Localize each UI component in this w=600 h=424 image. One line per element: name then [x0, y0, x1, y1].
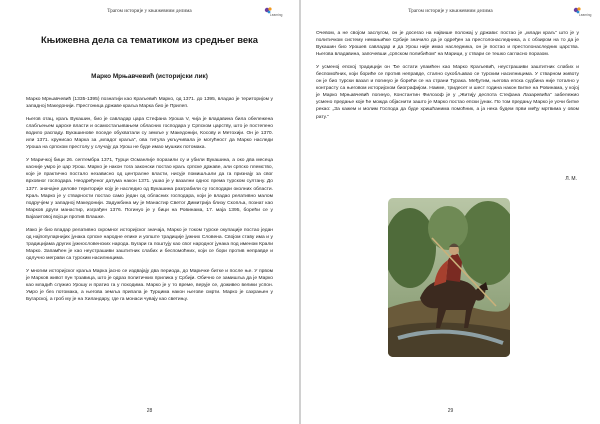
- paragraph: Иако је био владар релативно скромног историјског значаја, Марко је током турске окупације постао један од најпопуларнијих јунака српске народне епике и уопште традиције јужних Словена. Својом ставу има и у традицијама других јужнословенских народа. Бугари га поштују као свог народног јунака под именом Крали Марко. Запамћен је као неустрашиви заштитник слабих и беспомоћних, који се бори против неправде и одлучно меграви са турским насилницима.: [26, 227, 273, 261]
- running-header: Трагом историје у књижевним делима: [107, 8, 192, 14]
- paragraph: У многим историјског краља Марка јасно се издвајају два периода, до Маричке битке и после ње. У првом је Марков живот пун трзавица, што је одраз политичких прилика у Србији. Обично се замишља да је Марко као младић служио Урошу и пратио га у походима. Марко је у то време, верује се, доживео велики успон. Умро је без потомака, а његова земља припала је Турцима након његове смрти. Марко је сахрањен у Бугарској, а гроб му је на Хиландару, где га монаси чувају као светињу.: [26, 268, 273, 303]
- left-text-column: [26, 96, 273, 309]
- right-text-column: [316, 30, 579, 127]
- publisher-logo: [571, 5, 593, 17]
- section-subtitle: Марко Мрњавчевић (историјски лик): [91, 73, 208, 80]
- author-signature: Л. М.: [565, 176, 577, 182]
- left-page: [0, 0, 299, 424]
- page-number: 29: [447, 408, 454, 414]
- paragraph: Његов отац, краљ Вукашин, био је савладар цара Стефана Уроша V, чија је владавина била обележена слабљењем царске власти и осамостаљивањем обласних господара у Српском царству, што је постепено водило распаду. Вукашинове поседе обухватали су земље у Македонији, Косову и Метохији. Он је 1370. или 1371. крунисао Марка за „младог краља“, ова титула укључивала је могућност да Марко наследи Уроша на српском престолу у случају да Урош не буде имао мушких потомака.: [26, 117, 273, 151]
- paragraph: У Маричкој бици 26. септембра 1371, Турци Османлије поразили су и убили Вукашина, а око два месеца касније умро је цар Урош. Марко је након тога законски постао краљ српске државе, али српско племство, које је практично постало независно од централне власти, нисује помишљали да га признају за свог врховног господара. Неодређеног датума након 1371. ушао је у вазални однос према турском султану. До 1377. значајне делове територије коју је наследио од Вукашина разграбили су господари околних области. Краљ Марко је у стварности постао само један од обласних господара, који је владао релативно малом подручјем у западној Македонији. Задужбина му је Манастир Светог Димитрија близу Скопља, познат као Марков други манастир, изграђен 1376. Погинуо је у бици на Ровинама, 17. маја 1395, борећи се у Бајазитовој војсци против Влашке.: [26, 158, 273, 220]
- right-page: [301, 0, 600, 424]
- paragraph: Очевом, а не својом заслугом, он је досегао на највише положај у држави: постао је „млади краљ“ што је у политичком систему немањићке Србије значило да је одређен за престолонаследника, а с обзиром на то да је Вукашин био Урошев савладар и да Урош није имао наследника, он је постао и престолонаследник царства. Његова владавина, започевши „српском полибићом“ на Марици, у ствари се тешко сагласно поразом.: [316, 31, 579, 58]
- page-number: 28: [146, 408, 153, 414]
- running-header: Трагом историје у књижевним делима: [408, 8, 493, 14]
- paragraph: Марко Мрњавчевић (1335-1395) познатији као Краљевић Марко, од 1371. до 1395, владао је територијом у западној Македонији. Престоница државе краља Марка био је Прилеп.: [26, 97, 273, 110]
- knight-illustration: [388, 198, 510, 357]
- chapter-title: Књижевна дела са тематиком из средњег века: [41, 34, 258, 45]
- publisher-logo: [262, 5, 284, 17]
- logo-text: Learning: [270, 13, 283, 17]
- paragraph: У усменој епској традицији он Ђе остати упамћен као Марко Краљевић, неустрашиви заштитник слабих и беспомоћних, који бориће се против неправде, стално сукобљавао се турским насилницима. У стварном животу он је био турски вазал и погинуо је борећи се на страни Турака. Међутим, његова епска судбина није тотално у контрасту са његовом историјском биографијом. Наиме, тридесет и шест година након Битке на Ровинама, у којој је Марко Мрњавчевић погинуо, Константин Филозоф је у „Житију деспота Стефана Лазаревића“ забележио усмено предање које ће можда објаснити зашто је Марко постао епски јунак. По том предању Марко је уочи битке рекао: „За кажем и молим Господа да буде хришћанима помоћник, а ја нека будем први међу мртвима у овом рату.“: [316, 65, 579, 120]
- logo-text: Learning: [579, 13, 592, 17]
